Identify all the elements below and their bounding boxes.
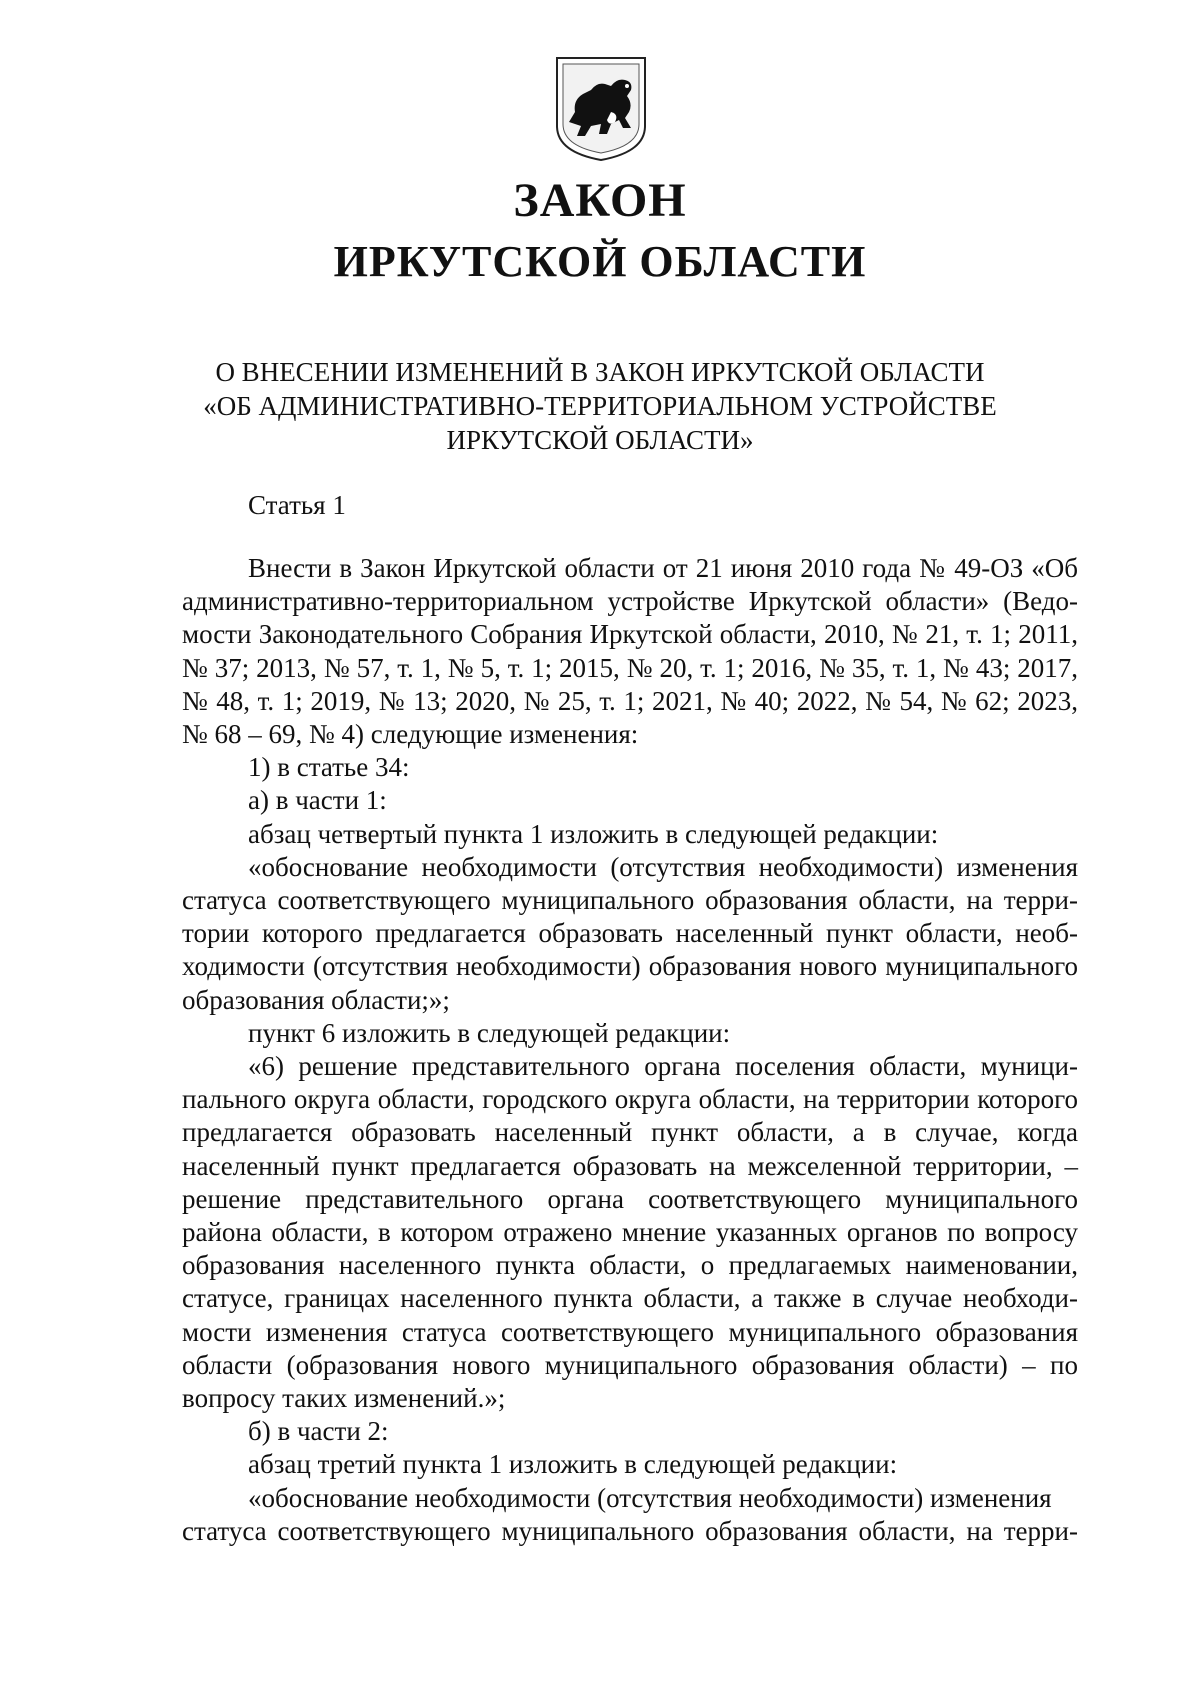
paragraph: «6) решение представительного органа поселения области, муниципального округа области, городского округа области, на территории которого предлагается образовать населенный пункт области, а в случае, когда населенный пункт предлагается образовать на межселенной территории, – решение представительного органа соответствующего муниципального района области, в котором отражено мнение указанных органов по вопросу образования населенного пункта области, о предлагаемых наименовании, статусе, границах населенного пункта области, а также в случае необходимости изменения статуса соответствующего муниципального образования области (образования нового муниципального образования области) – по вопросу таких изменений.»; bbox=[182, 1051, 1078, 1414]
paragraph: пункт 6 изложить в следующей редакции: bbox=[248, 1017, 731, 1048]
article-body bbox=[182, 552, 1078, 1548]
title-block bbox=[0, 170, 1200, 292]
paragraph: 1) в статье 34: bbox=[248, 752, 410, 783]
heading-line: ИРКУТСКОЙ ОБЛАСТИ» bbox=[446, 425, 754, 455]
paragraph: а) в части 1: bbox=[248, 785, 387, 816]
paragraph: абзац четвертый пункта 1 изложить в следующей редакции: bbox=[248, 818, 939, 849]
law-title: ЗАКОН bbox=[513, 174, 687, 227]
paragraph-continuation: статуса соответствующего муниципального образования области, на терри- bbox=[182, 1515, 1078, 1546]
paragraph: Внести в Закон Иркутской области от 21 июня 2010 года № 49-ОЗ «Об административно-территориальном устройстве Иркутской области» (Ведомости Законодательного Собрания Иркутской области, 2010, № 21, т. 1; 2011, № 37; 2013, № 57, т. 1, № 5, т. 1; 2015, № 20, т. 1; 2016, № 35, т. 1, № 43; 2017, № 48, т. 1; 2019, № 13; 2020, № 25, т. 1; 2021, № 40; 2022, № 54, № 62; 2023, № 68 – 69, № 4) следующие изменения: bbox=[182, 553, 1078, 750]
heading-line: О ВНЕСЕНИИ ИЗМЕНЕНИЙ В ЗАКОН ИРКУТСКОЙ ОБЛАСТИ bbox=[215, 357, 985, 387]
paragraph: «обоснование необходимости (отсутствия необходимости) изменения bbox=[248, 1482, 1052, 1513]
heading-line: «ОБ АДМИНИСТРАТИВНО-ТЕРРИТОРИАЛЬНОМ УСТРОЙСТВЕ bbox=[203, 391, 997, 421]
paragraph: абзац третий пункта 1 изложить в следующей редакции: bbox=[248, 1449, 898, 1480]
law-heading bbox=[150, 355, 1050, 457]
coat-of-arms-emblem bbox=[553, 52, 649, 164]
region-title: ИРКУТСКОЙ ОБЛАСТИ bbox=[333, 237, 867, 286]
paragraph: «обоснование необходимости (отсутствия необходимости) изменения статуса соответствующего муниципального образования области, на территории которого предлагается образовать населенный пункт области, необходимости (отсутствия необходимости) образования нового муниципального образования области;»; bbox=[182, 851, 1078, 1015]
paragraph: б) в части 2: bbox=[248, 1416, 389, 1447]
article-title: Статья 1 bbox=[248, 490, 346, 520]
